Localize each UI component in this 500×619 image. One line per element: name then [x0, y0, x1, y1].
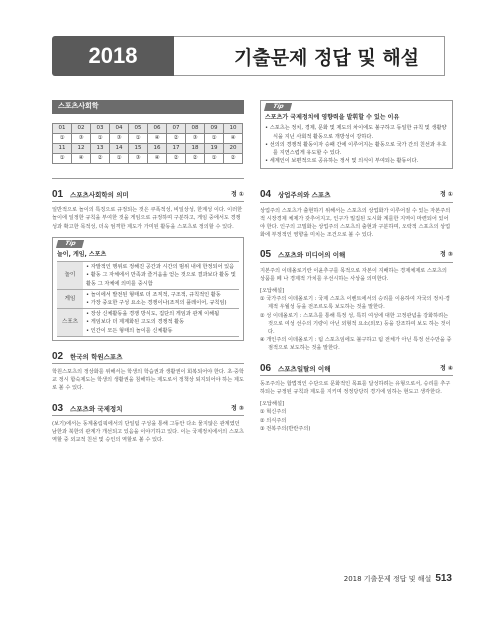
page-header	[52, 36, 445, 76]
explanation-line: [오답해설]	[260, 288, 285, 295]
answer-table-answer: ④	[148, 154, 167, 164]
tip-title: 놀이, 게임, 스포츠	[57, 251, 107, 259]
question-number: 01	[52, 189, 64, 200]
footer-text: 2018 기출문제 정답 및 해설	[343, 575, 432, 583]
answer-table-number: 03	[91, 124, 110, 134]
answer-table-answer: ②	[167, 154, 186, 164]
page-number: 513	[435, 573, 452, 584]
answer-table-number: 18	[186, 144, 205, 154]
explanation-line: ① 혁신주의	[260, 409, 287, 416]
answer-mark: 정 ③	[440, 251, 453, 259]
question-01-header	[52, 191, 244, 202]
tip-table	[57, 261, 239, 337]
explanation-line: ③ 전복주의(반란주의)	[260, 425, 311, 432]
tip-box-play-game-sport	[52, 237, 244, 341]
tip-label: Tip	[264, 103, 293, 111]
question-number: 05	[260, 249, 272, 261]
explanation-line: ④ 개인주의 이데올로기 : 팀 스포츠임에도 불구하고 팀 전체가 아닌 특정 선수만을 중점적으로 보도하는 것을 말한다.	[260, 337, 452, 352]
question-01-body: 일반적으로 놀이의 특징으로 규정되는 것은 쿠폭적성, 비일상성, 한계성 이다. 이러한 놀이에 일정한 규칙을 부여한 것을 게임으로 규정하며 구분하고, 게임 중에서도 경쟁성과 확고한 목적성, 더욱 엄격한 제도가 가미된 활동을 스포츠로 정의할 수 있다.	[52, 207, 243, 230]
question-number: 06	[260, 362, 272, 374]
answer-table-answer: ①	[110, 154, 129, 164]
question-03-header	[52, 402, 244, 416]
tip-label: Tip	[56, 240, 85, 248]
explanation-line: ② 성 이데올로기 : 스포츠를 통해 특정 성, 특히 여성에 대한 고정관념을 강화하려는 것으로 여성 선수의 기량이 아닌 외형적 요소(외모) 등을 강조하여 보도 하는 것이다.	[260, 312, 451, 336]
tip-row-value: • 놀이에서 발전된 형태로 더 조직적, 구조적, 규칙적인 활동 • 가장 중요한 구성 요소는 경쟁이나(조직의 플레이어, 규칙임)	[83, 290, 239, 309]
explanation-line: ① 국가주의 이데올로기 : 국제 스포츠 이벤트에서의 승리를 이용하여 자국의 정치·경제적 우월성 등을 전조르도록 보도하는 것을 말한다.	[260, 296, 450, 311]
answer-mark: 정 ④	[440, 364, 453, 372]
answer-table-answer: ②	[186, 154, 205, 164]
tip-title: 스포츠가 국제정치에 영향력을 발휘할 수 있는 이유	[265, 114, 400, 122]
answer-table-number: 12	[72, 144, 91, 154]
tip-row-key: 놀이	[57, 262, 83, 290]
answer-table-number: 10	[224, 124, 243, 134]
right-column	[260, 100, 453, 433]
answer-table-answer: ②	[91, 154, 110, 164]
answer-table-answer: ①	[53, 134, 72, 144]
answer-table-number: 20	[224, 144, 243, 154]
question-number: 03	[52, 402, 64, 414]
tip-row-key: 게임	[57, 290, 83, 309]
answer-table-answer: ④	[224, 134, 243, 144]
answer-mark: 정 ①	[440, 191, 453, 199]
explanation-line: [오답해설]	[260, 401, 285, 408]
answer-table-answer: ①	[53, 154, 72, 164]
answer-table-number: 15	[129, 144, 148, 154]
answer-table-answer: ①	[205, 134, 224, 144]
question-04-body: 상업주의 스포츠가 출현하기 위해서는 스포츠의 상업화가 이루어질 수 있는 자본주의적 시장경제 체제가 갖추어지고, 인구가 밀집된 도시화 계를한 지역이 마련되어 있어야 한다. 인구의 고밀화는 상업주의 스포츠의 출현과 구분하며, 오락적 스포츠의 상업화에 부정적인 영향을 미치는 조건으로 볼 수 있다.	[260, 207, 451, 239]
answer-table-number: 01	[53, 124, 72, 134]
answer-table-answer: ③	[186, 134, 205, 144]
question-title: 상업주의와 스포츠	[278, 191, 331, 200]
answer-table-number: 14	[110, 144, 129, 154]
question-06-body: 동조주의는 합법적인 수단으로 문화적인 목표를 달성하려는 유형으로서, 승리를 추구하되는 규정된 규칙과 제도를 지키며 정정당당히 경기에 임하는 현도고 생각한다.	[260, 380, 451, 396]
answer-table-number: 06	[148, 124, 167, 134]
answer-table-number: 17	[167, 144, 186, 154]
question-03-body: (보기)에서는 동계올림픽에서의 단일팀 구성을 통해 그동안 다소 물지않은 관계였던 남한과 북한의 관계가 개선되고 있음을 이야기하고 있다. 이는 국제정치에서의 스포츠 역할 중 외교적 친선 및 승인의 역할로 볼 수 있다.	[52, 420, 244, 444]
question-title: 스포츠사회학의 의미	[70, 191, 129, 199]
question-02-header	[52, 350, 244, 364]
question-number: 04	[260, 189, 272, 201]
answer-mark: 정 ③	[231, 404, 244, 412]
answer-table-number: 05	[129, 124, 148, 134]
question-06-explanation	[260, 400, 453, 433]
page-footer	[344, 573, 452, 584]
question-06-header	[260, 362, 453, 376]
answer-mark: 정 ①	[231, 191, 244, 198]
page-title: 기출문제 정답 및 해설	[174, 36, 445, 76]
answer-table-number: 08	[186, 124, 205, 134]
subject-bar: 스포츠사회학	[52, 100, 244, 114]
question-title: 스포츠와 국제정치	[70, 404, 123, 413]
answer-table-number: 02	[72, 124, 91, 134]
answer-table-number: 07	[167, 124, 186, 134]
question-04-header	[260, 191, 453, 202]
tip-item: • 세계인이 보편적으로 공유하는 정서 및 의식이 부여되는 활동이다.	[265, 158, 419, 165]
answer-section	[52, 100, 244, 179]
tip-item: • 선의의 경쟁적 활동이자 승패 간에 이루어지는 활동으로 국가 간의 친선과 우호를 지연스럽게 유도할 수 있다.	[265, 141, 447, 157]
year-badge: 2018	[52, 36, 174, 76]
answer-table-number: 09	[205, 124, 224, 134]
answer-table-answer: ②	[224, 154, 243, 164]
tip-list	[265, 124, 448, 165]
explanation-line: ② 의식주의	[260, 417, 287, 424]
question-title: 한국의 학원스포츠	[70, 352, 123, 361]
left-column	[52, 100, 244, 444]
answer-table-answer: ①	[91, 134, 110, 144]
answer-table-answer: ①	[129, 134, 148, 144]
tip-item: • 스포츠는 정치, 경제, 문화 및 제도의 차이에도 불구하고 동일한 규칙 및 생활양식을 지닌 사회적 활동으로 개방성이 강하다.	[265, 125, 447, 140]
answer-table-number: 19	[205, 144, 224, 154]
answer-table-answer: ③	[129, 154, 148, 164]
tip-row-value: • 자발적인 행위로 정해진 공간과 시간의 범위 내에 한정되어 있음 • 활동 그 자체에서 만족과 즐거움을 얻는 것으로 결과보다 활동 및 활동 그 자체에 의미를 중시함	[83, 262, 239, 290]
answer-table-number: 04	[110, 124, 129, 134]
tip-box-international-politics	[260, 100, 453, 169]
answer-table-answer: ②	[167, 134, 186, 144]
question-title: 스포츠일탈의 이해	[278, 364, 331, 373]
answer-table-answer: ④	[148, 134, 167, 144]
answer-table-answer: ①	[205, 154, 224, 164]
answer-table-number: 16	[148, 144, 167, 154]
question-title: 스포츠와 미디어의 이해	[278, 251, 346, 260]
question-05-body: 지본주의 이데올로기란 이윤추구를 목적으로 자본이 지배하는 경제체제로 스포츠의 상품를 떼 나 경제적 가치를 우선시하는 사상을 의미한다.	[260, 267, 447, 282]
answer-table-answer: ③	[72, 134, 91, 144]
question-number: 02	[52, 350, 64, 362]
answer-table-answer: ③	[110, 134, 129, 144]
tip-row-key: 스포츠	[57, 309, 83, 337]
question-05-explanation	[260, 287, 453, 353]
answer-table	[52, 123, 243, 164]
answer-table-answer: ④	[72, 154, 91, 164]
question-02-body: 학원스포츠의 정상화를 위해서는 학생의 학습권과 생활권이 회복되어야 한다. 초·중학교 정시 합숙제도는 학생의 생활권을 침해하는 제도로서 정책상 퇴지되어야 하는 제도로 볼 수 있다.	[52, 369, 244, 392]
answer-table-number: 11	[53, 144, 72, 154]
tip-row-value: • 장상 신체활동을 경쟁 방식도, 집단의 게임과 관계 이해됨 • 게임보다 더 제계화된 고도의 경쟁적 활동 • 인간이 모든 형태의 놀이를 신체활동	[83, 309, 239, 337]
answer-table-number: 13	[91, 144, 110, 154]
question-05-header	[260, 251, 453, 262]
